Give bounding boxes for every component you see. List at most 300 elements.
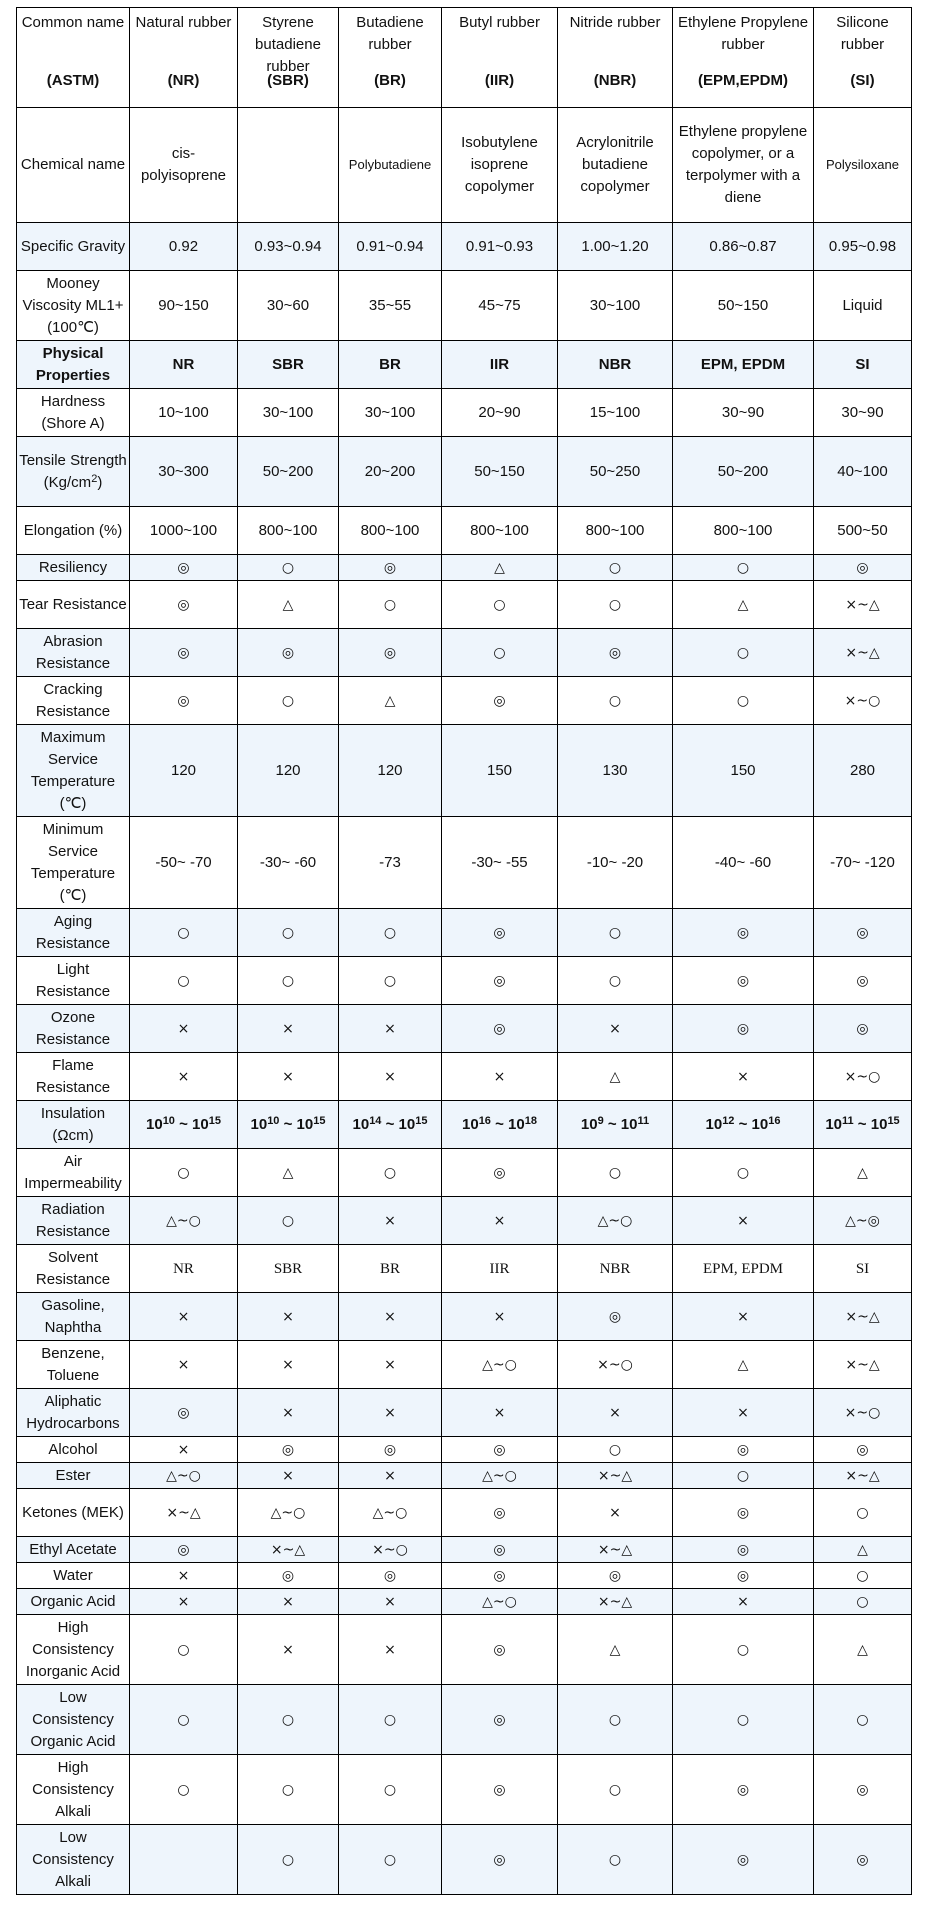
cell-value: ◎ [177, 644, 190, 661]
row-label [17, 108, 130, 223]
insulation-base: 10 [620, 1115, 638, 1133]
table-cell [130, 817, 238, 909]
table-cell [673, 1389, 814, 1437]
cell-value: 0.91~0.94 [356, 237, 424, 255]
table-cell [339, 1005, 442, 1053]
cell-value: 40~100 [837, 462, 888, 480]
cell-value: △~◎ [845, 1212, 880, 1229]
cell-value: EPM, EPDM [700, 355, 786, 373]
cell-value: 150 [486, 761, 513, 779]
table-cell [238, 1589, 339, 1615]
table-cell [558, 1053, 673, 1101]
cell-value: 800~100 [258, 521, 318, 539]
table-cell [814, 909, 912, 957]
cell-value: △~○ [482, 1356, 517, 1373]
table-cell [814, 389, 912, 437]
insulation-base: 10 [508, 1115, 525, 1133]
table-cell [130, 1149, 238, 1197]
table-cell [130, 1615, 238, 1685]
table-cell [558, 1149, 673, 1197]
insulation-exponent: 10 [267, 1114, 280, 1127]
table-cell [130, 1825, 238, 1895]
cell-value: ◎ [281, 1567, 295, 1584]
table-cell [558, 1755, 673, 1825]
table-cell [814, 1197, 912, 1245]
row-label-text: Resiliency [38, 558, 108, 576]
cell-value: ◎ [493, 972, 506, 989]
cell-value: ◎ [608, 1567, 622, 1584]
cell-value: △ [857, 1164, 868, 1181]
table-cell [339, 1293, 442, 1341]
cell-value: BR [379, 355, 401, 373]
table-cell [814, 1437, 912, 1463]
table-cell [442, 1053, 558, 1101]
table-cell [238, 1615, 339, 1685]
cell-value: NBR [599, 1260, 631, 1277]
cell-value: 45~75 [478, 296, 521, 314]
row-maximum-service-temperature [17, 725, 912, 817]
row-label-text: Solvent Resistance [35, 1248, 111, 1288]
column-name: Butadiene rubber [356, 14, 424, 53]
table-cell [442, 1197, 558, 1245]
table-cell [558, 817, 673, 909]
insulation-exponent: 9 [597, 1114, 604, 1127]
table-cell [238, 555, 339, 581]
table-cell [238, 108, 339, 223]
table-cell [558, 725, 673, 817]
insulation-base: 10 [705, 1115, 723, 1133]
table-cell [558, 1005, 673, 1053]
table-cell [558, 341, 673, 389]
table-cell [814, 1101, 912, 1149]
table-cell [814, 1389, 912, 1437]
cell-value: ◎ [493, 1164, 506, 1181]
table-cell [339, 725, 442, 817]
cell-value: ○ [608, 692, 622, 709]
insulation-base: 10 [296, 1115, 314, 1133]
cell-value: ◎ [493, 1567, 506, 1584]
table-cell [558, 1825, 673, 1895]
table-cell [339, 1537, 442, 1563]
row-label [17, 817, 130, 909]
table-cell [238, 1537, 339, 1563]
table-cell [238, 1463, 339, 1489]
table-cell [673, 555, 814, 581]
insulation-base: 10 [825, 1115, 842, 1133]
table-cell [130, 1389, 238, 1437]
cell-value: Ethylene propylene copolymer, or a terpolymer with a diene [678, 123, 808, 206]
cell-value: × [609, 1020, 621, 1037]
row-high-consistency-inorganic-acid [17, 1615, 912, 1685]
cell-value: 500~50 [837, 521, 888, 539]
cell-value: × [384, 1641, 396, 1658]
table-cell [238, 1101, 339, 1149]
insulation-separator: ~ [174, 1115, 193, 1133]
cell-value: × [493, 1404, 506, 1421]
row-label [17, 341, 130, 389]
header-col-nr [130, 8, 238, 108]
row-label-text: Tensile Strength (Kg/cm [19, 451, 127, 491]
row-minimum-service-temperature [17, 817, 912, 909]
row-label-text: Light Resistance [35, 960, 111, 1000]
cell-value: × [609, 1404, 621, 1421]
header-col-nbr [558, 8, 673, 108]
cell-value: × [384, 1356, 396, 1373]
cell-value: ○ [281, 1851, 295, 1868]
row-elongation [17, 507, 912, 555]
row-label [17, 1563, 130, 1589]
cell-value: × [282, 1068, 294, 1085]
row-label-text: Ketones (MEK) [22, 1503, 124, 1521]
table-cell [442, 1341, 558, 1389]
cell-value: ○ [856, 1504, 869, 1521]
table-cell [339, 1685, 442, 1755]
table-cell [339, 223, 442, 271]
cell-value: × [384, 1467, 396, 1484]
table-cell [558, 108, 673, 223]
table-cell [339, 1149, 442, 1197]
cell-value: -30~ -55 [471, 853, 528, 871]
cell-value: ○ [608, 972, 622, 989]
table-cell [442, 1005, 558, 1053]
cell-value: ○ [281, 972, 295, 989]
table-cell [814, 1005, 912, 1053]
table-cell [814, 1245, 912, 1293]
row-label-text: Maximum Service Temperature (℃) [30, 728, 116, 812]
cell-value: SBR [272, 355, 304, 373]
cell-value: ◎ [177, 1404, 190, 1421]
table-cell [339, 555, 442, 581]
table-cell [558, 271, 673, 341]
cell-value: 800~100 [470, 521, 529, 539]
table-cell [814, 271, 912, 341]
row-label-text: Ester [55, 1466, 91, 1484]
table-cell [130, 957, 238, 1005]
row-label [17, 1005, 130, 1053]
table-cell [673, 389, 814, 437]
table-cell [442, 108, 558, 223]
cell-value: ○ [736, 559, 750, 576]
table-cell [238, 725, 339, 817]
cell-value: × [493, 1068, 506, 1085]
cell-value: × [384, 1068, 396, 1085]
cell-value: ◎ [383, 644, 397, 661]
cell-value: ◎ [856, 559, 869, 576]
cell-value: △~○ [270, 1504, 306, 1521]
cell-value: × [609, 1504, 621, 1521]
cell-value: 20~200 [364, 462, 416, 480]
cell-value: ○ [177, 1781, 190, 1798]
table-cell [673, 957, 814, 1005]
cell-value: 50~150 [474, 462, 525, 480]
table-cell [814, 555, 912, 581]
row-label [17, 1825, 130, 1895]
table-cell [339, 677, 442, 725]
row-label [17, 1245, 130, 1293]
cell-value: ◎ [856, 972, 869, 989]
table-cell [814, 341, 912, 389]
table-cell [130, 909, 238, 957]
table-cell [339, 1755, 442, 1825]
insulation-base: 10 [250, 1115, 268, 1133]
cell-value: ◎ [736, 924, 750, 941]
cell-value: ○ [383, 1164, 397, 1181]
insulation-exponent: 15 [208, 1114, 221, 1127]
cell-value: ◎ [856, 1020, 869, 1037]
table-cell [130, 271, 238, 341]
row-specific-gravity [17, 223, 912, 271]
cell-value: △ [282, 1164, 294, 1181]
column-abbr: (NR) [167, 72, 200, 89]
table-cell [558, 1197, 673, 1245]
table-cell [130, 1463, 238, 1489]
table-cell [339, 1615, 442, 1685]
insulation-exponent: 10 [162, 1114, 175, 1127]
insulation-exponent: 11 [637, 1114, 650, 1127]
cell-value: ×~○ [372, 1541, 408, 1558]
table-cell [130, 1589, 238, 1615]
row-benzene-toluene [17, 1341, 912, 1389]
table-cell [673, 1245, 814, 1293]
table-cell [673, 581, 814, 629]
cell-value: △ [282, 596, 294, 613]
table-cell [673, 1589, 814, 1615]
cell-value: ×~△ [597, 1593, 633, 1610]
table-cell [238, 341, 339, 389]
table-cell [130, 1685, 238, 1755]
row-label-text: Aging Resistance [35, 912, 111, 952]
cell-value: ×~△ [845, 596, 880, 613]
table-cell [130, 1005, 238, 1053]
cell-value: ○ [383, 1851, 397, 1868]
row-label-text: Cracking Resistance [35, 680, 111, 720]
cell-value: 120 [377, 761, 403, 779]
table-cell [442, 1389, 558, 1437]
table-cell [558, 1685, 673, 1755]
table-cell [130, 1489, 238, 1537]
row-gasoline-naphtha [17, 1293, 912, 1341]
row-chemical-name [17, 108, 912, 223]
column-name: Butyl rubber [459, 14, 540, 31]
table-cell [814, 1755, 912, 1825]
cell-value: ○ [736, 1641, 750, 1658]
row-label-text: Gasoline, Naphtha [41, 1296, 105, 1336]
row-label-text: Abrasion Resistance [35, 632, 111, 672]
cell-value: △~○ [482, 1593, 517, 1610]
column-name: Nitride rubber [569, 14, 661, 31]
rubber-properties-table [16, 7, 912, 1895]
cell-value: × [282, 1404, 294, 1421]
table-cell [442, 341, 558, 389]
table-cell [339, 1053, 442, 1101]
cell-value: 35~55 [368, 296, 412, 314]
table-cell [673, 271, 814, 341]
table-cell [558, 677, 673, 725]
table-cell [238, 629, 339, 677]
header-row [17, 8, 912, 108]
table-cell [814, 1563, 912, 1589]
table-cell [442, 581, 558, 629]
cell-value: ○ [383, 924, 397, 941]
row-ester [17, 1463, 912, 1489]
table-cell [814, 1615, 912, 1685]
row-label [17, 1589, 130, 1615]
cell-value: ○ [493, 644, 506, 661]
cell-value: × [177, 1308, 190, 1325]
cell-value: ×~△ [845, 1356, 880, 1373]
row-label-text: Flame Resistance [35, 1056, 111, 1096]
row-low-consistency-organic-acid [17, 1685, 912, 1755]
table-cell [130, 581, 238, 629]
insulation-base: 10 [352, 1115, 370, 1133]
cell-value: 50~200 [717, 462, 769, 480]
table-cell [673, 1437, 814, 1463]
cell-value: △~○ [166, 1212, 201, 1229]
row-label [17, 437, 130, 507]
row-label-superscript: 2 [91, 472, 98, 485]
table-cell [673, 1615, 814, 1685]
cell-value: IIR [489, 1260, 510, 1277]
column-name: Natural rubber [135, 14, 232, 31]
table-cell [238, 1755, 339, 1825]
table-cell [442, 1463, 558, 1489]
row-label [17, 1149, 130, 1197]
table-cell [814, 817, 912, 909]
cell-value: 30~300 [158, 462, 209, 480]
cell-value: ◎ [736, 1781, 750, 1798]
cell-value: ×~△ [845, 1308, 880, 1325]
row-hardness-shore-a [17, 389, 912, 437]
table-cell [558, 555, 673, 581]
cell-value: ○ [281, 924, 295, 941]
row-label-text: Specific Gravity [20, 237, 126, 255]
cell-value: × [384, 1308, 396, 1325]
row-label-text: High Consistency Inorganic Acid [25, 1618, 121, 1680]
table-cell [558, 1589, 673, 1615]
table-cell [339, 437, 442, 507]
row-label-text: Ethyl Acetate [29, 1540, 117, 1558]
row-label-text: High Consistency Alkali [32, 1758, 114, 1820]
table-cell [442, 1589, 558, 1615]
table-cell [814, 1489, 912, 1537]
cell-value: ◎ [736, 1441, 750, 1458]
cell-value: ×~○ [844, 1068, 881, 1085]
column-abbr: (IIR) [484, 72, 515, 89]
cell-value: 0.92 [168, 237, 199, 255]
table-cell [442, 271, 558, 341]
row-air-impermeability [17, 1149, 912, 1197]
cell-value: △ [737, 1356, 749, 1373]
table-cell [238, 1489, 339, 1537]
table-cell [673, 725, 814, 817]
cell-value: ◎ [493, 924, 506, 941]
cell-value: ○ [281, 1711, 295, 1728]
row-label [17, 909, 130, 957]
cell-value: ◎ [281, 644, 295, 661]
cell-value: × [493, 1212, 506, 1229]
cell-value: ○ [281, 559, 295, 576]
cell-value: 800~100 [585, 521, 645, 539]
row-label-text: Low Consistency Organic Acid [30, 1688, 116, 1750]
row-label [17, 1755, 130, 1825]
row-ozone-resistance [17, 1005, 912, 1053]
table-cell [238, 1245, 339, 1293]
table-cell [673, 507, 814, 555]
table-cell [814, 957, 912, 1005]
insulation-separator: ~ [490, 1115, 509, 1133]
row-cracking-resistance [17, 677, 912, 725]
table-cell [130, 1755, 238, 1825]
table-cell [238, 271, 339, 341]
table-cell [442, 1101, 558, 1149]
table-cell [814, 1463, 912, 1489]
table-cell [238, 223, 339, 271]
table-cell [673, 817, 814, 909]
insulation-base: 10 [146, 1115, 163, 1133]
table-cell [130, 1293, 238, 1341]
table-cell [130, 1053, 238, 1101]
row-label-text: Mooney Viscosity ML1+ (100℃) [22, 274, 124, 336]
table-cell [814, 1537, 912, 1563]
cell-value: 50~150 [717, 296, 769, 314]
table-cell [130, 389, 238, 437]
table-cell [339, 957, 442, 1005]
table-cell [130, 437, 238, 507]
cell-value: ○ [608, 559, 622, 576]
table-cell [442, 1489, 558, 1537]
table-cell [558, 437, 673, 507]
row-label-text: Chemical name [20, 156, 126, 173]
row-label-text: Air Impermeability [24, 1152, 122, 1192]
column-abbr: (SBR) [267, 72, 309, 89]
table-cell [814, 1825, 912, 1895]
cell-value: ◎ [608, 1308, 622, 1325]
cell-value: ◎ [493, 1020, 506, 1037]
table-cell [238, 1197, 339, 1245]
cell-value: × [384, 1212, 396, 1229]
row-insulation-cm [17, 1101, 912, 1149]
cell-value: ◎ [177, 596, 190, 613]
cell-value: Polysiloxane [826, 157, 899, 172]
table-cell [814, 1293, 912, 1341]
table-cell [339, 1197, 442, 1245]
cell-value: 800~100 [360, 521, 420, 539]
cell-value: ○ [856, 1567, 869, 1584]
row-label-text: Benzene, Toluene [41, 1344, 105, 1384]
row-label [17, 1197, 130, 1245]
row-low-consistency-alkali [17, 1825, 912, 1895]
cell-value: ◎ [493, 1641, 506, 1658]
column-name: Styrene butadiene rubber [255, 14, 321, 75]
row-flame-resistance [17, 1053, 912, 1101]
cell-value: × [493, 1308, 506, 1325]
table-cell [442, 1293, 558, 1341]
table-cell [238, 581, 339, 629]
insulation-base: 10 [192, 1115, 209, 1133]
row-label [17, 555, 130, 581]
table-cell [558, 629, 673, 677]
cell-value: × [737, 1404, 749, 1421]
table-cell [238, 1437, 339, 1463]
row-mooney-viscosity-ml1-100 [17, 271, 912, 341]
table-cell [442, 1825, 558, 1895]
cell-value: × [177, 1441, 190, 1458]
cell-value: ◎ [736, 1504, 750, 1521]
header-col-sbr [238, 8, 339, 108]
cell-value: 50~200 [262, 462, 314, 480]
cell-value: × [177, 1068, 190, 1085]
column-abbr: (SI) [850, 72, 875, 89]
